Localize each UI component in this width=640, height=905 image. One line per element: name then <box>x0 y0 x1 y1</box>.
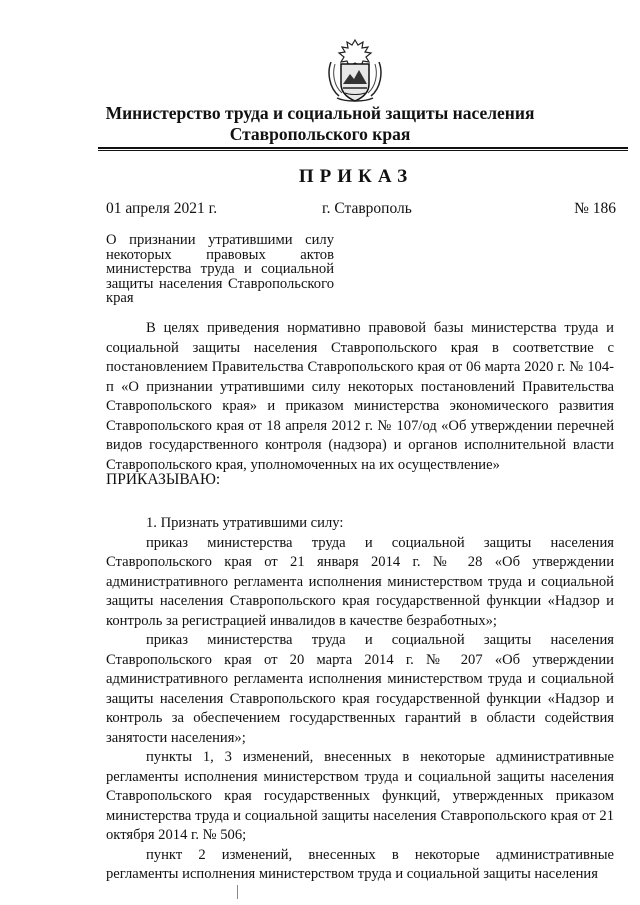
order-item: пункты 1, 3 изменений, внесенных в некоторые административные регламенты исполнения министерством труда и социальной защиты населения Ставропольского края государственных функций, утвержденных приказом министерства труда и социальной защиты населения Ставропольского края от 21 октября 2014 г. № 506; <box>106 749 614 843</box>
header-divider-thin <box>98 150 628 151</box>
header-divider <box>98 147 628 149</box>
order-item: приказ министерства труда и социальной защиты населения Ставропольского края от 21 января 2014 г. № 28 «Об утверждении административного регламента исполнения министерством труда и социальной защиты населения Ставропольского края государственной функции «Надзор и контроль за регистрацией инвалидов в качестве безработных»; <box>106 534 614 629</box>
order-date: 01 апреля 2021 г. <box>106 200 218 217</box>
document-type-title: ПРИКАЗ <box>298 166 414 187</box>
order-items <box>106 514 614 885</box>
order-item: 1. Признать утратившими силу: <box>146 515 344 531</box>
order-item: пункт 2 изменений, внесенных в некоторые административные регламенты исполнения министерством труда и социальной защиты населения <box>106 846 614 882</box>
scan-mark <box>237 885 238 899</box>
preamble-paragraph: В целях приведения нормативно правовой базы министерства труда и социальной защиты населения Ставропольского края в соответствие с постановлением Правительства Ставропольского края от 06 марта 2020 г. № 104-п «О признании утратившими силу некоторых постановлений Правительства Ставропольского края» и приказом министерства экономического развития Ставропольского края от 18 апреля 2012 г. № 107/од «Об утверждении перечней видов государственного контроля (надзора) и органов исполнительной власти Ставропольского края, уполномоченных на их осуществление» <box>106 320 614 473</box>
order-heading: ПРИКАЗЫВАЮ: <box>106 471 221 488</box>
order-subject: О признании утратившими силу некоторых правовых актов министерства труда и социальной защиты населения Ставропольского края <box>106 232 334 307</box>
coat-of-arms-emblem <box>325 38 385 104</box>
order-city: г. Ставрополь <box>322 200 412 217</box>
order-number: № 186 <box>574 200 616 217</box>
order-item: приказ министерства труда и социальной защиты населения Ставропольского края от 20 марта 2014 г. № 207 «Об утверждении административного регламента исполнения министерством труда и социальной защиты населения Ставропольского края государственной функции «Надзор и контроль за обеспечением государственных гарантий в области содействия занятости населения»; <box>106 632 614 746</box>
ministry-name-line1: Министерство труда и социальной защиты населения <box>105 103 535 123</box>
ministry-name-line2: Ставропольского края <box>229 124 411 144</box>
